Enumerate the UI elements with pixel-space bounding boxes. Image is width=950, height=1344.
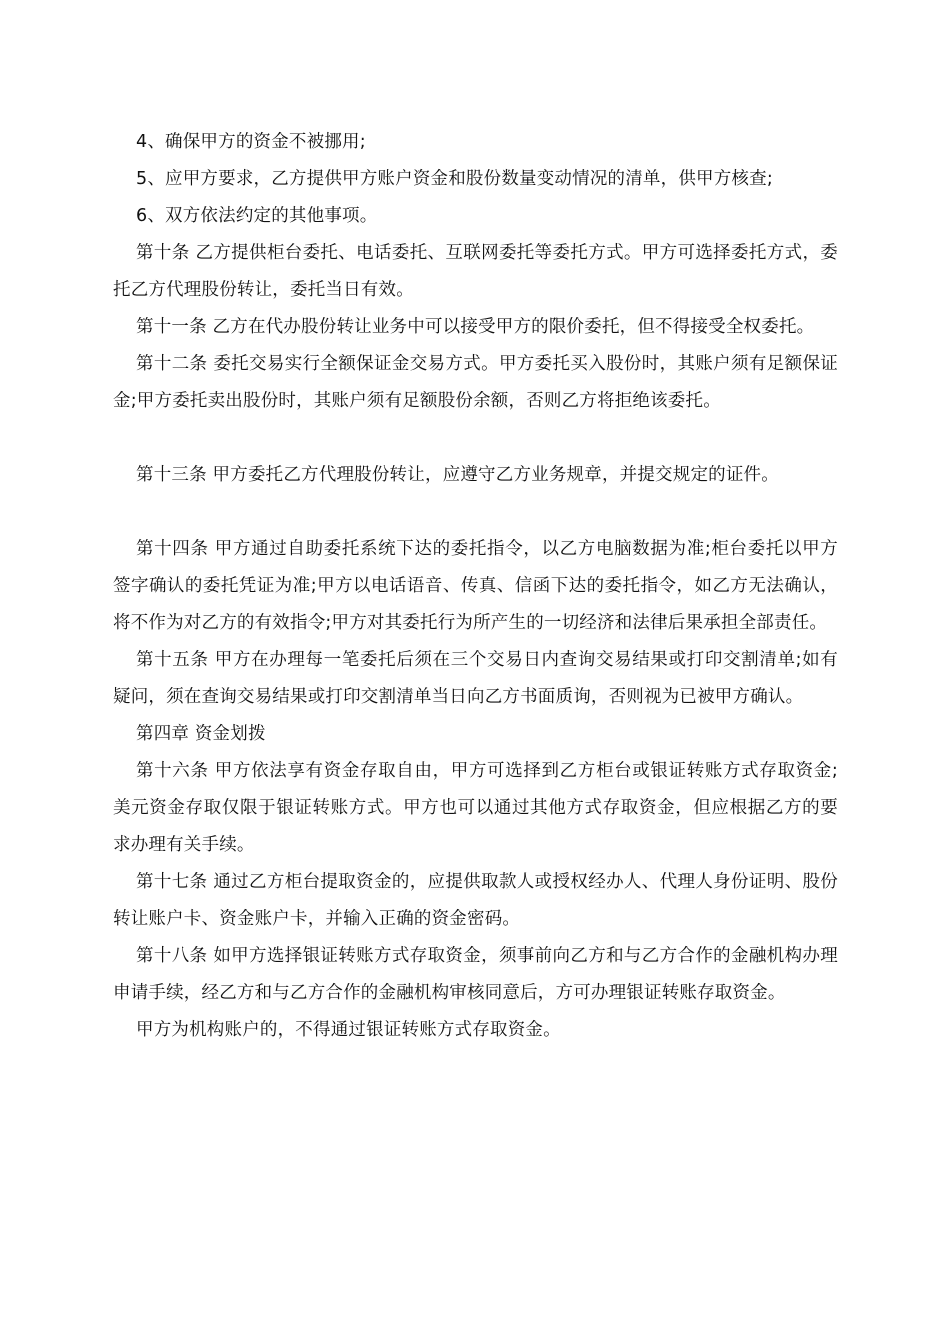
- article-16: 第十六条 甲方依法享有资金存取自由，甲方可选择到乙方柜台或银证转账方式存取资金;美元资金存取仅限于银证转账方式。甲方也可以通过其他方式存取资金，但应根据乙方的要求办理有关手续。: [113, 761, 838, 855]
- paragraph-item-4: 4、确保甲方的资金不被挪用;: [136, 132, 366, 152]
- article-10: 第十条 乙方提供柜台委托、电话委托、互联网委托等委托方式。甲方可选择委托方式，委托乙方代理股份转让，委托当日有效。: [113, 243, 838, 300]
- article-13: 第十三条 甲方委托乙方代理股份转让，应遵守乙方业务规章，并提交规定的证件。: [136, 465, 779, 485]
- document-body: [113, 124, 838, 1049]
- article-18: 第十八条 如甲方选择银证转账方式存取资金，须事前向乙方和与乙方合作的金融机构办理申请手续，经乙方和与乙方合作的金融机构审核同意后，方可办理银证转账存取资金。: [113, 946, 838, 1003]
- article-15: 第十五条 甲方在办理每一笔委托后须在三个交易日内查询交易结果或打印交割清单;如有疑问，须在查询交易结果或打印交割清单当日向乙方书面质询，否则视为已被甲方确认。: [113, 650, 838, 707]
- article-14: 第十四条 甲方通过自助委托系统下达的委托指令，以乙方电脑数据为准;柜台委托以甲方签字确认的委托凭证为准;甲方以电话语音、传真、信函下达的委托指令，如乙方无法确认，将不作为对乙方的有效指令;甲方对其委托行为所产生的一切经济和法律后果承担全部责任。: [113, 539, 838, 633]
- paragraph-item-6: 6、双方依法约定的其他事项。: [136, 206, 378, 226]
- article-12: 第十二条 委托交易实行全额保证金交易方式。甲方委托买入股份时，其账户须有足额保证金;甲方委托卖出股份时，其账户须有足额股份余额，否则乙方将拒绝该委托。: [113, 354, 838, 411]
- blank-line: [113, 494, 838, 531]
- chapter-heading: 第四章 资金划拨: [136, 724, 266, 744]
- paragraph-item-5: 5、应甲方要求，乙方提供甲方账户资金和股份数量变动情况的清单，供甲方核查;: [136, 169, 773, 189]
- blank-line: [113, 420, 838, 457]
- article-11: 第十一条 乙方在代办股份转让业务中可以接受甲方的限价委托，但不得接受全权委托。: [136, 317, 815, 337]
- article-17: 第十七条 通过乙方柜台提取资金的，应提供取款人或授权经办人、代理人身份证明、股份转让账户卡、资金账户卡，并输入正确的资金密码。: [113, 872, 838, 929]
- institution-account-note: 甲方为机构账户的，不得通过银证转账方式存取资金。: [136, 1020, 561, 1040]
